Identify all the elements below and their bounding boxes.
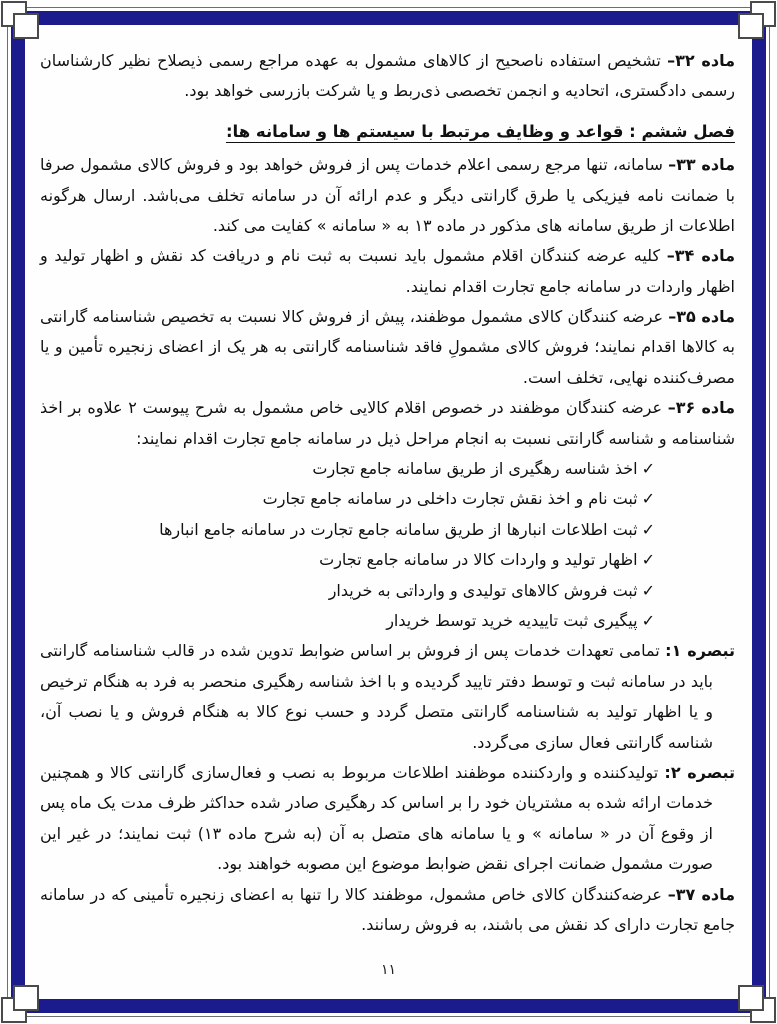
article-37 bbox=[40, 880, 735, 941]
article-36-label: ماده ۳۶– bbox=[667, 398, 736, 418]
check-icon: ✓ bbox=[641, 610, 655, 630]
document-body bbox=[40, 46, 735, 940]
checklist-item-text: ثبت نام و اخذ نقش تجارت داخلی در سامانه جامع تجارت bbox=[262, 489, 638, 509]
corner-ornament-top-left bbox=[13, 13, 39, 39]
article-37-text: عرضه‌کنندگان کالای خاص مشمول، موظفند کالا را تنها به اعضای زنجیره تأمینی که در سامانه جامع تجارت دارای کد نقش می باشند، به فروش رسانند. bbox=[40, 884, 735, 934]
note-2-label: تبصره ۲: bbox=[664, 762, 735, 782]
note-1-label: تبصره ۱: bbox=[665, 641, 735, 661]
note-2 bbox=[40, 758, 735, 880]
article-34-label: ماده ۳۴– bbox=[666, 246, 736, 266]
article-36 bbox=[40, 393, 735, 454]
article-33-label: ماده ۳۳– bbox=[668, 155, 735, 175]
corner-ornament-top-right bbox=[738, 13, 764, 39]
check-icon: ✓ bbox=[641, 519, 655, 539]
article-35 bbox=[40, 302, 735, 393]
checklist-item bbox=[40, 606, 655, 636]
checklist-item-text: اخذ شناسه رهگیری از طریق سامانه جامع تجارت bbox=[312, 459, 638, 479]
check-icon: ✓ bbox=[641, 489, 655, 509]
article-33 bbox=[40, 150, 735, 241]
checklist-item bbox=[40, 545, 655, 575]
article-33-text: سامانه، تنها مرجع رسمی اعلام خدمات پس از فروش خواهد بود و فروش کالای مشمول صرفا با ضمانت نامه فیزیکی یا طرق گارانتی دیگر و عدم ارائه آن در سامانه تخلف می‌باشد. ارسال هرگونه اطلاعات از طریق سامانه های مذکور در ماده ۱۳ به « سامانه » کفایت می کند. bbox=[40, 155, 735, 235]
page-number: ۱۱ bbox=[380, 962, 397, 978]
checklist-item bbox=[40, 484, 655, 514]
checklist-item bbox=[40, 454, 655, 484]
article-36-text: عرضه کنندگان موظفند در خصوص اقلام کالایی خاص مشمول به شرح پیوست ۲ علاوه بر اخذ شناسنامه و شناسه گارانتی نسبت به انجام مراحل ذیل در سامانه جامع تجارت اقدام نمایند: bbox=[40, 398, 735, 448]
corner-ornament-bottom-right bbox=[738, 985, 764, 1011]
checklist-item-text: ثبت اطلاعات انبارها از طریق سامانه جامع تجارت در سامانه جامع انبارها bbox=[159, 519, 638, 539]
note-1-text: تمامی تعهدات خدمات پس از فروش بر اساس ضوابط تدوین شده در قالب شناسنامه گارانتی باید در سامانه ثبت و توسط دفتر تایید گردیده و با اخذ شناسه رهگیری منحصر به فرد به هنگام ترخیص و یا اظهار تولید به شناسنامه گارانتی متصل گردد و حسب نوع کالا به هنگام فروش و یا نصب آن، شناسه گارانتی فعال سازی می‌گردد. bbox=[40, 641, 713, 752]
article-34 bbox=[40, 241, 735, 302]
article-35-label: ماده ۳۵– bbox=[668, 307, 736, 327]
checklist-item bbox=[40, 515, 655, 545]
article-35-text: عرضه کنندگان کالای مشمول موظفند، پیش از فروش کالا نسبت به تخصیص شناسنامه گارانتی به کالاها اقدام نمایند؛ فروش کالای مشمولِ فاقد شناسنامه گارانتی به هر یک از اعضای زنجیره تأمین و یا مصرف‌کننده نهایی، تخلف است. bbox=[40, 307, 735, 387]
check-icon: ✓ bbox=[641, 459, 655, 479]
checklist-item-text: ثبت فروش کالاهای تولیدی و وارداتی به خریدار bbox=[328, 580, 638, 600]
checklist-item-text: اظهار تولید و واردات کالا در سامانه جامع تجارت bbox=[319, 550, 638, 570]
note-1 bbox=[40, 636, 735, 758]
checklist-item-text: پیگیری ثبت تاییدیه خرید توسط خریدار bbox=[386, 610, 638, 630]
checklist bbox=[40, 454, 735, 636]
article-32-text: تشخیص استفاده ناصحیح از کالاهای مشمول به عهده مراجع رسمی ذیصلاح نظیر کارشناسان رسمی دادگستری، اتحادیه و انجمن تخصصی ذی‌ربط و یا شرکت بازرسی خواهد بود. bbox=[40, 51, 735, 101]
checklist-item bbox=[40, 576, 655, 606]
article-34-text: کلیه عرضه کنندگان اقلام مشمول باید نسبت به ثبت نام و دریافت کد نقش و اظهار تولید و اظهار واردات در سامانه جامع تجارت اقدام نمایند. bbox=[40, 246, 735, 296]
article-37-label: ماده ۳۷– bbox=[667, 884, 736, 904]
article-32-label: ماده ۳۲– bbox=[667, 51, 735, 70]
check-icon: ✓ bbox=[641, 550, 655, 570]
article-32 bbox=[40, 46, 735, 107]
note-2-text: تولیدکننده و واردکننده موظفند اطلاعات مربوط به نصب و فعال‌سازی گارانتی کالا و همچنین خدمات ارائه شده به مشتریان خود را بر اساس کد رهگیری صادر شده حداکثر ظرف مدت یک ماه پس از وقوع آن در « سامانه » و یا سامانه های متصل به آن (به شرح ماده ۱۳) ثبت نمایند؛ در غیر این صورت مشمول ضمانت اجرای نقض ضوابط موضوع این مصوبه خواهند بود. bbox=[40, 762, 713, 874]
chapter-heading: فصل ششم : قواعد و وظایف مرتبط با سیستم ها و سامانه ها: bbox=[225, 121, 735, 141]
check-icon: ✓ bbox=[641, 580, 655, 600]
corner-ornament-bottom-left bbox=[13, 985, 39, 1011]
